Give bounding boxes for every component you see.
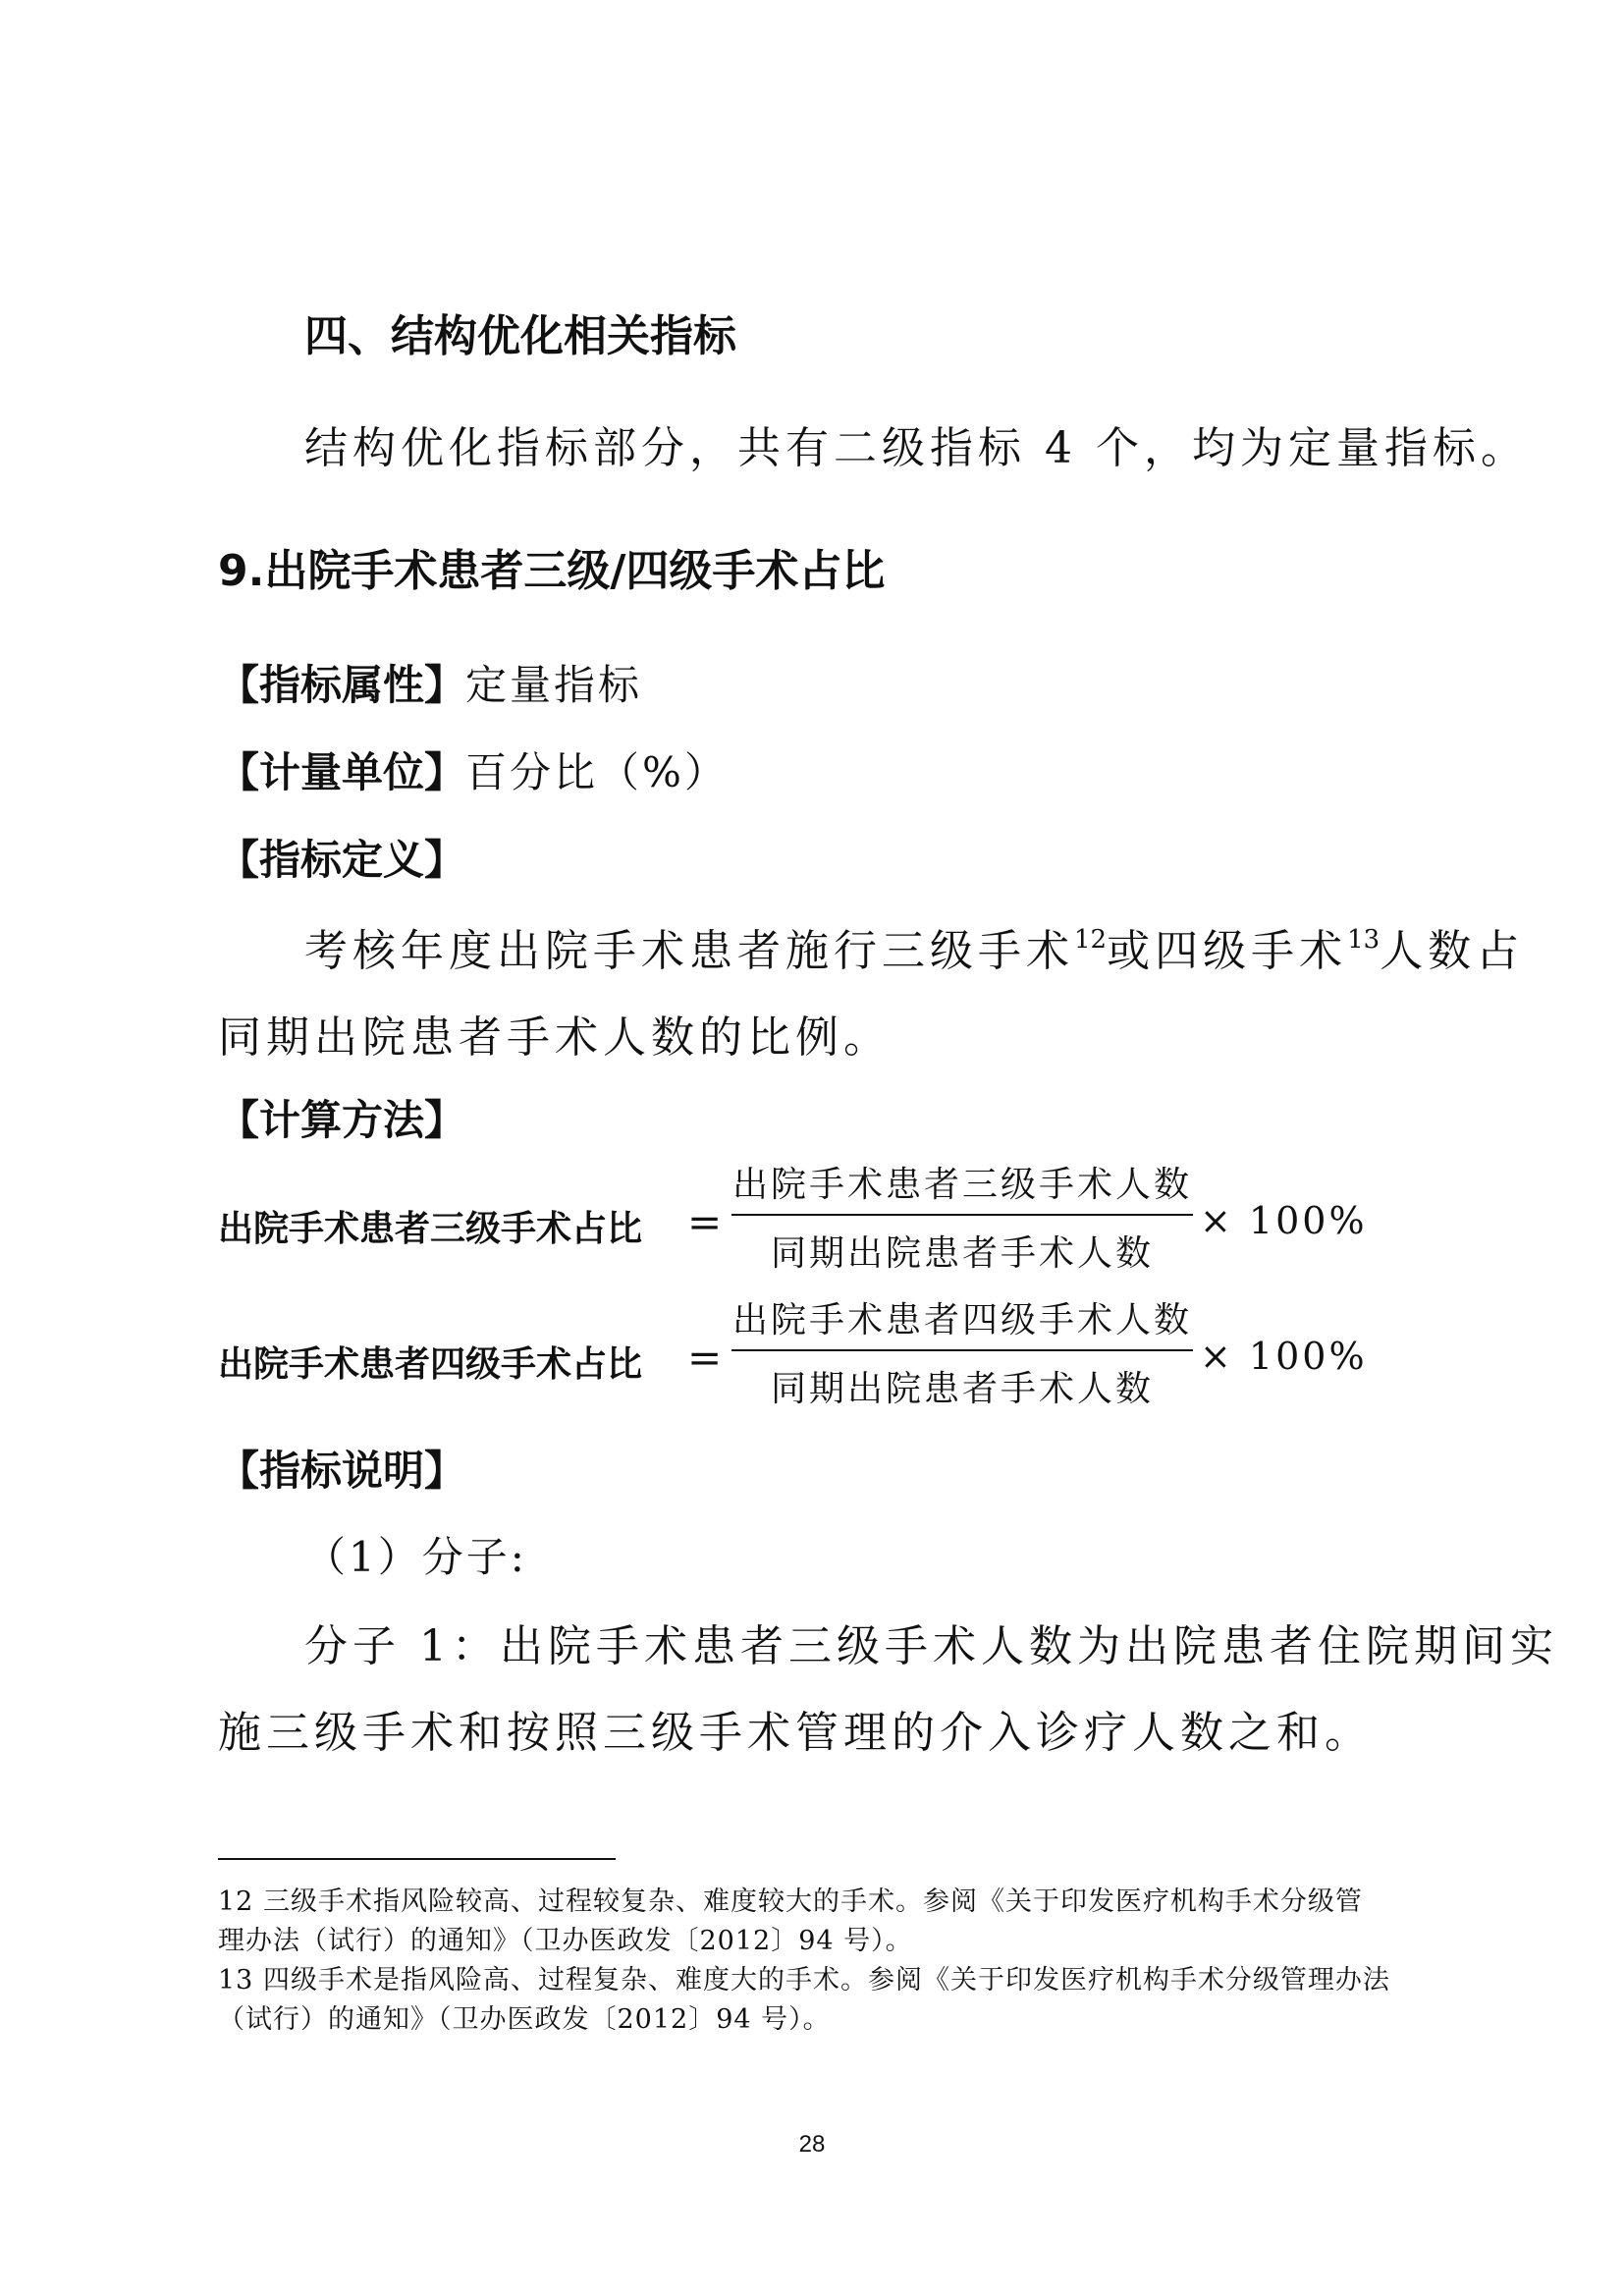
attribute-value: 定量指标 (465, 661, 643, 709)
formula-lhs: 出院手术患者三级手术占比 (218, 1209, 643, 1249)
attribute-label: 【指标属性】 (218, 661, 466, 709)
footnote-line: （试行）的通知》（卫办医政发〔2012〕94 号）。 (218, 2004, 831, 2035)
attribute-label: 【计量单位】 (218, 748, 466, 796)
formula-lhs: 出院手术患者四级手术占比 (218, 1344, 643, 1385)
numerator-line-1: 分子 1：出院手术患者三级手术人数为出院患者住院期间实 (304, 1621, 1558, 1671)
equals-sign: = (687, 1334, 726, 1382)
formula-denominator: 同期出院患者手术人数 (770, 1233, 1154, 1274)
numerator-line-2: 施三级手术和按照三级手术管理的介入诊疗人数之和。 (218, 1708, 1373, 1758)
explain-label: 【指标说明】 (218, 1447, 466, 1495)
footnote-line: 13 四级手术是指风险高、过程复杂、难度大的手术。参阅《关于印发医疗机构手术分级管理办法 (218, 1965, 1390, 1995)
method-label: 【计算方法】 (218, 1096, 466, 1144)
footnote-line: 12 三级手术指风险较高、过程较复杂、难度较大的手术。参阅《关于印发医疗机构手术分级管 (218, 1886, 1363, 1917)
formula-multiplier: × 100% (1200, 1199, 1368, 1242)
page-number: 28 (798, 2131, 826, 2158)
footnote-ref: 12 (1074, 925, 1108, 955)
attribute-row (218, 653, 642, 712)
numerator-heading: （1）分子: (304, 1533, 527, 1581)
fraction-bar (731, 1349, 1193, 1351)
attribute-value: 百分比（%） (465, 748, 729, 796)
formula-denominator: 同期出院患者手术人数 (770, 1369, 1154, 1409)
equals-sign: = (687, 1198, 726, 1246)
formula-multiplier: × 100% (1200, 1335, 1368, 1378)
definition-line-2: 同期出院患者手术人数的比例。 (218, 1012, 892, 1063)
definition-line-1: 考核年度出院手术患者施行三级手术$^{12}$或四级手术$^{13}$人数占 (304, 925, 1525, 976)
footnote-line: 理办法（试行）的通知》（卫办医政发〔2012〕94 号）。 (218, 1926, 913, 1956)
intro-paragraph: 结构优化指标部分，共有二级指标 4 个，均为定量指标。 (304, 423, 1529, 473)
fraction-bar (731, 1214, 1193, 1216)
definition-label: 【指标定义】 (218, 836, 466, 884)
formula-numerator: 出院手术患者三级手术人数 (731, 1165, 1192, 1205)
formula-numerator: 出院手术患者四级手术人数 (731, 1300, 1192, 1340)
section-title: 四、结构优化相关指标 (304, 311, 736, 361)
footnote-separator (218, 1858, 616, 1860)
attribute-row (218, 740, 729, 799)
footnote-ref: 13 (1347, 925, 1380, 955)
indicator-title: 9.出院手术患者三级/四级手术占比 (218, 546, 886, 596)
